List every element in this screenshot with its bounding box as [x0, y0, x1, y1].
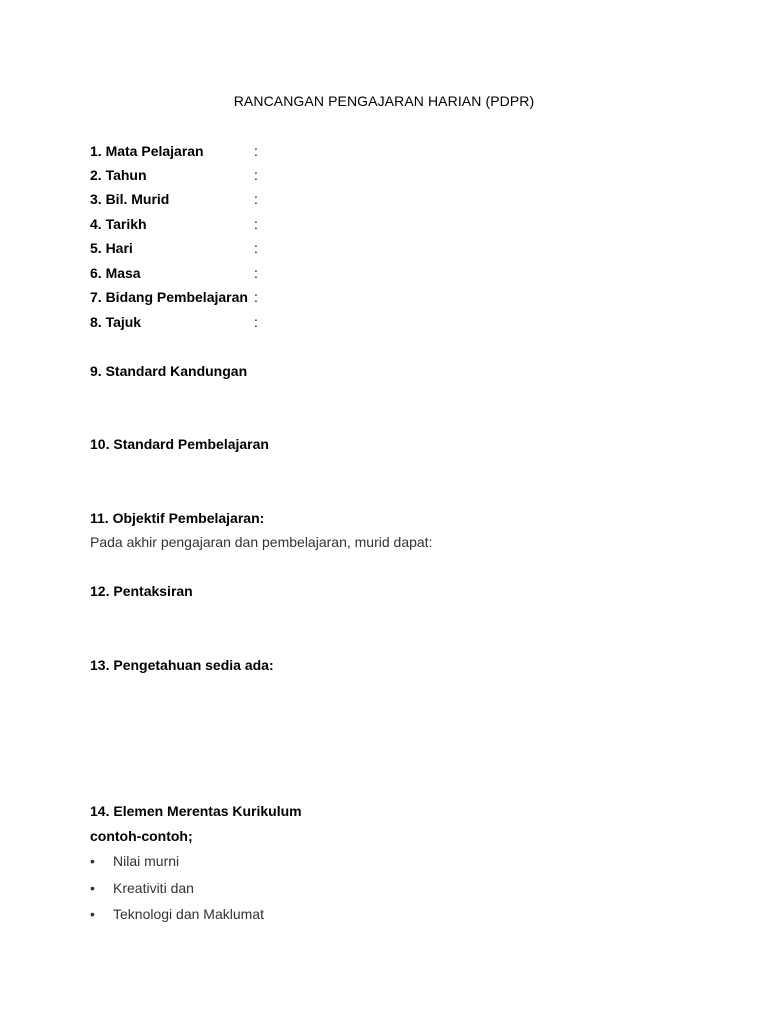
- heading-standard-pembelajaran: 10. Standard Pembelajaran: [90, 436, 269, 452]
- field-colon: :: [254, 265, 258, 281]
- field-colon: :: [254, 240, 258, 256]
- field-colon: :: [254, 314, 258, 330]
- bullet-icon: •: [90, 853, 95, 869]
- field-colon: :: [254, 167, 258, 183]
- list-item-text: Nilai murni: [113, 853, 180, 869]
- field-colon: :: [254, 216, 258, 232]
- field-tajuk: 8. Tajuk: [90, 314, 142, 330]
- heading-objektif-pembelajaran: 11. Objektif Pembelajaran:: [90, 510, 265, 526]
- list-item-text: Kreativiti dan: [113, 880, 194, 896]
- document-title: RANCANGAN PENGAJARAN HARIAN (PDPR): [233, 93, 535, 109]
- heading-standard-kandungan: 9. Standard Kandungan: [90, 363, 248, 379]
- field-colon: :: [254, 191, 258, 207]
- heading-pentaksiran: 12. Pentaksiran: [90, 583, 193, 599]
- list-item-text: Teknologi dan Maklumat: [113, 906, 264, 922]
- objektif-text: Pada akhir pengajaran dan pembelajaran, murid dapat:: [90, 534, 433, 550]
- field-tarikh: 4. Tarikh: [90, 216, 147, 232]
- field-bidang-pembelajaran: 7. Bidang Pembelajaran: [90, 289, 248, 305]
- field-hari: 5. Hari: [90, 240, 133, 256]
- heading-pengetahuan-sedia-ada: 13. Pengetahuan sedia ada:: [90, 657, 274, 673]
- field-colon: :: [254, 289, 258, 305]
- heading-elemen-merentas-kurikulum: 14. Elemen Merentas Kurikulum: [90, 803, 302, 819]
- bullet-icon: •: [90, 906, 95, 922]
- field-mata-pelajaran: 1. Mata Pelajaran: [90, 143, 204, 159]
- bullet-icon: •: [90, 880, 95, 896]
- field-colon: :: [254, 143, 258, 159]
- field-bil-murid: 3. Bil. Murid: [90, 191, 170, 207]
- field-tahun: 2. Tahun: [90, 167, 147, 183]
- field-masa: 6. Masa: [90, 265, 141, 281]
- emk-subheading: contoh-contoh;: [90, 828, 193, 844]
